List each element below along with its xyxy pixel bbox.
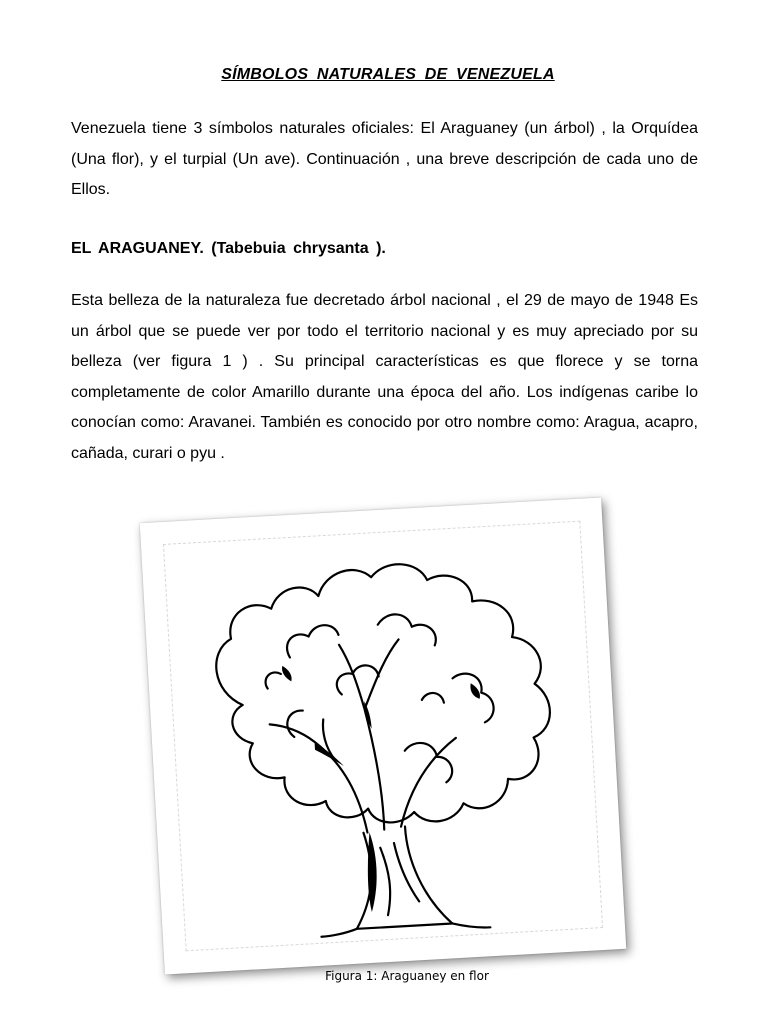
figure-image bbox=[163, 521, 603, 952]
intro-paragraph: Venezuela tiene 3 símbolos naturales oficiales: El Araguaney (un árbol) , la Orquídea (Una flor), y el turpial (Un ave). Continuación , una breve descripción de cada uno de Ellos. bbox=[71, 120, 698, 198]
figure-photo-frame bbox=[140, 497, 627, 974]
figure-caption: Figura 1: Araguaney en flor bbox=[325, 969, 489, 983]
tree-illustration-icon bbox=[164, 522, 602, 951]
section-body-paragraph: Esta belleza de la naturaleza fue decretado árbol nacional , el 29 de mayo de 1948 Es un árbol que se puede ver por todo el territorio nacional y es muy apreciado por su belleza (ver figura 1 ) . Su principal características es que florece y se torna completamente de color Amarillo durante una época del año. Los indígenas caribe lo conocían como: Aravanei. También es conocido por otro nombre como: Aragua, acapro, cañada, curari o pyu . bbox=[71, 292, 698, 462]
section-heading: EL ARAGUANEY. (Tabebuia chrysanta ). bbox=[71, 240, 386, 257]
document-title: SÍMBOLOS NATURALES DE VENEZUELA bbox=[221, 66, 555, 83]
